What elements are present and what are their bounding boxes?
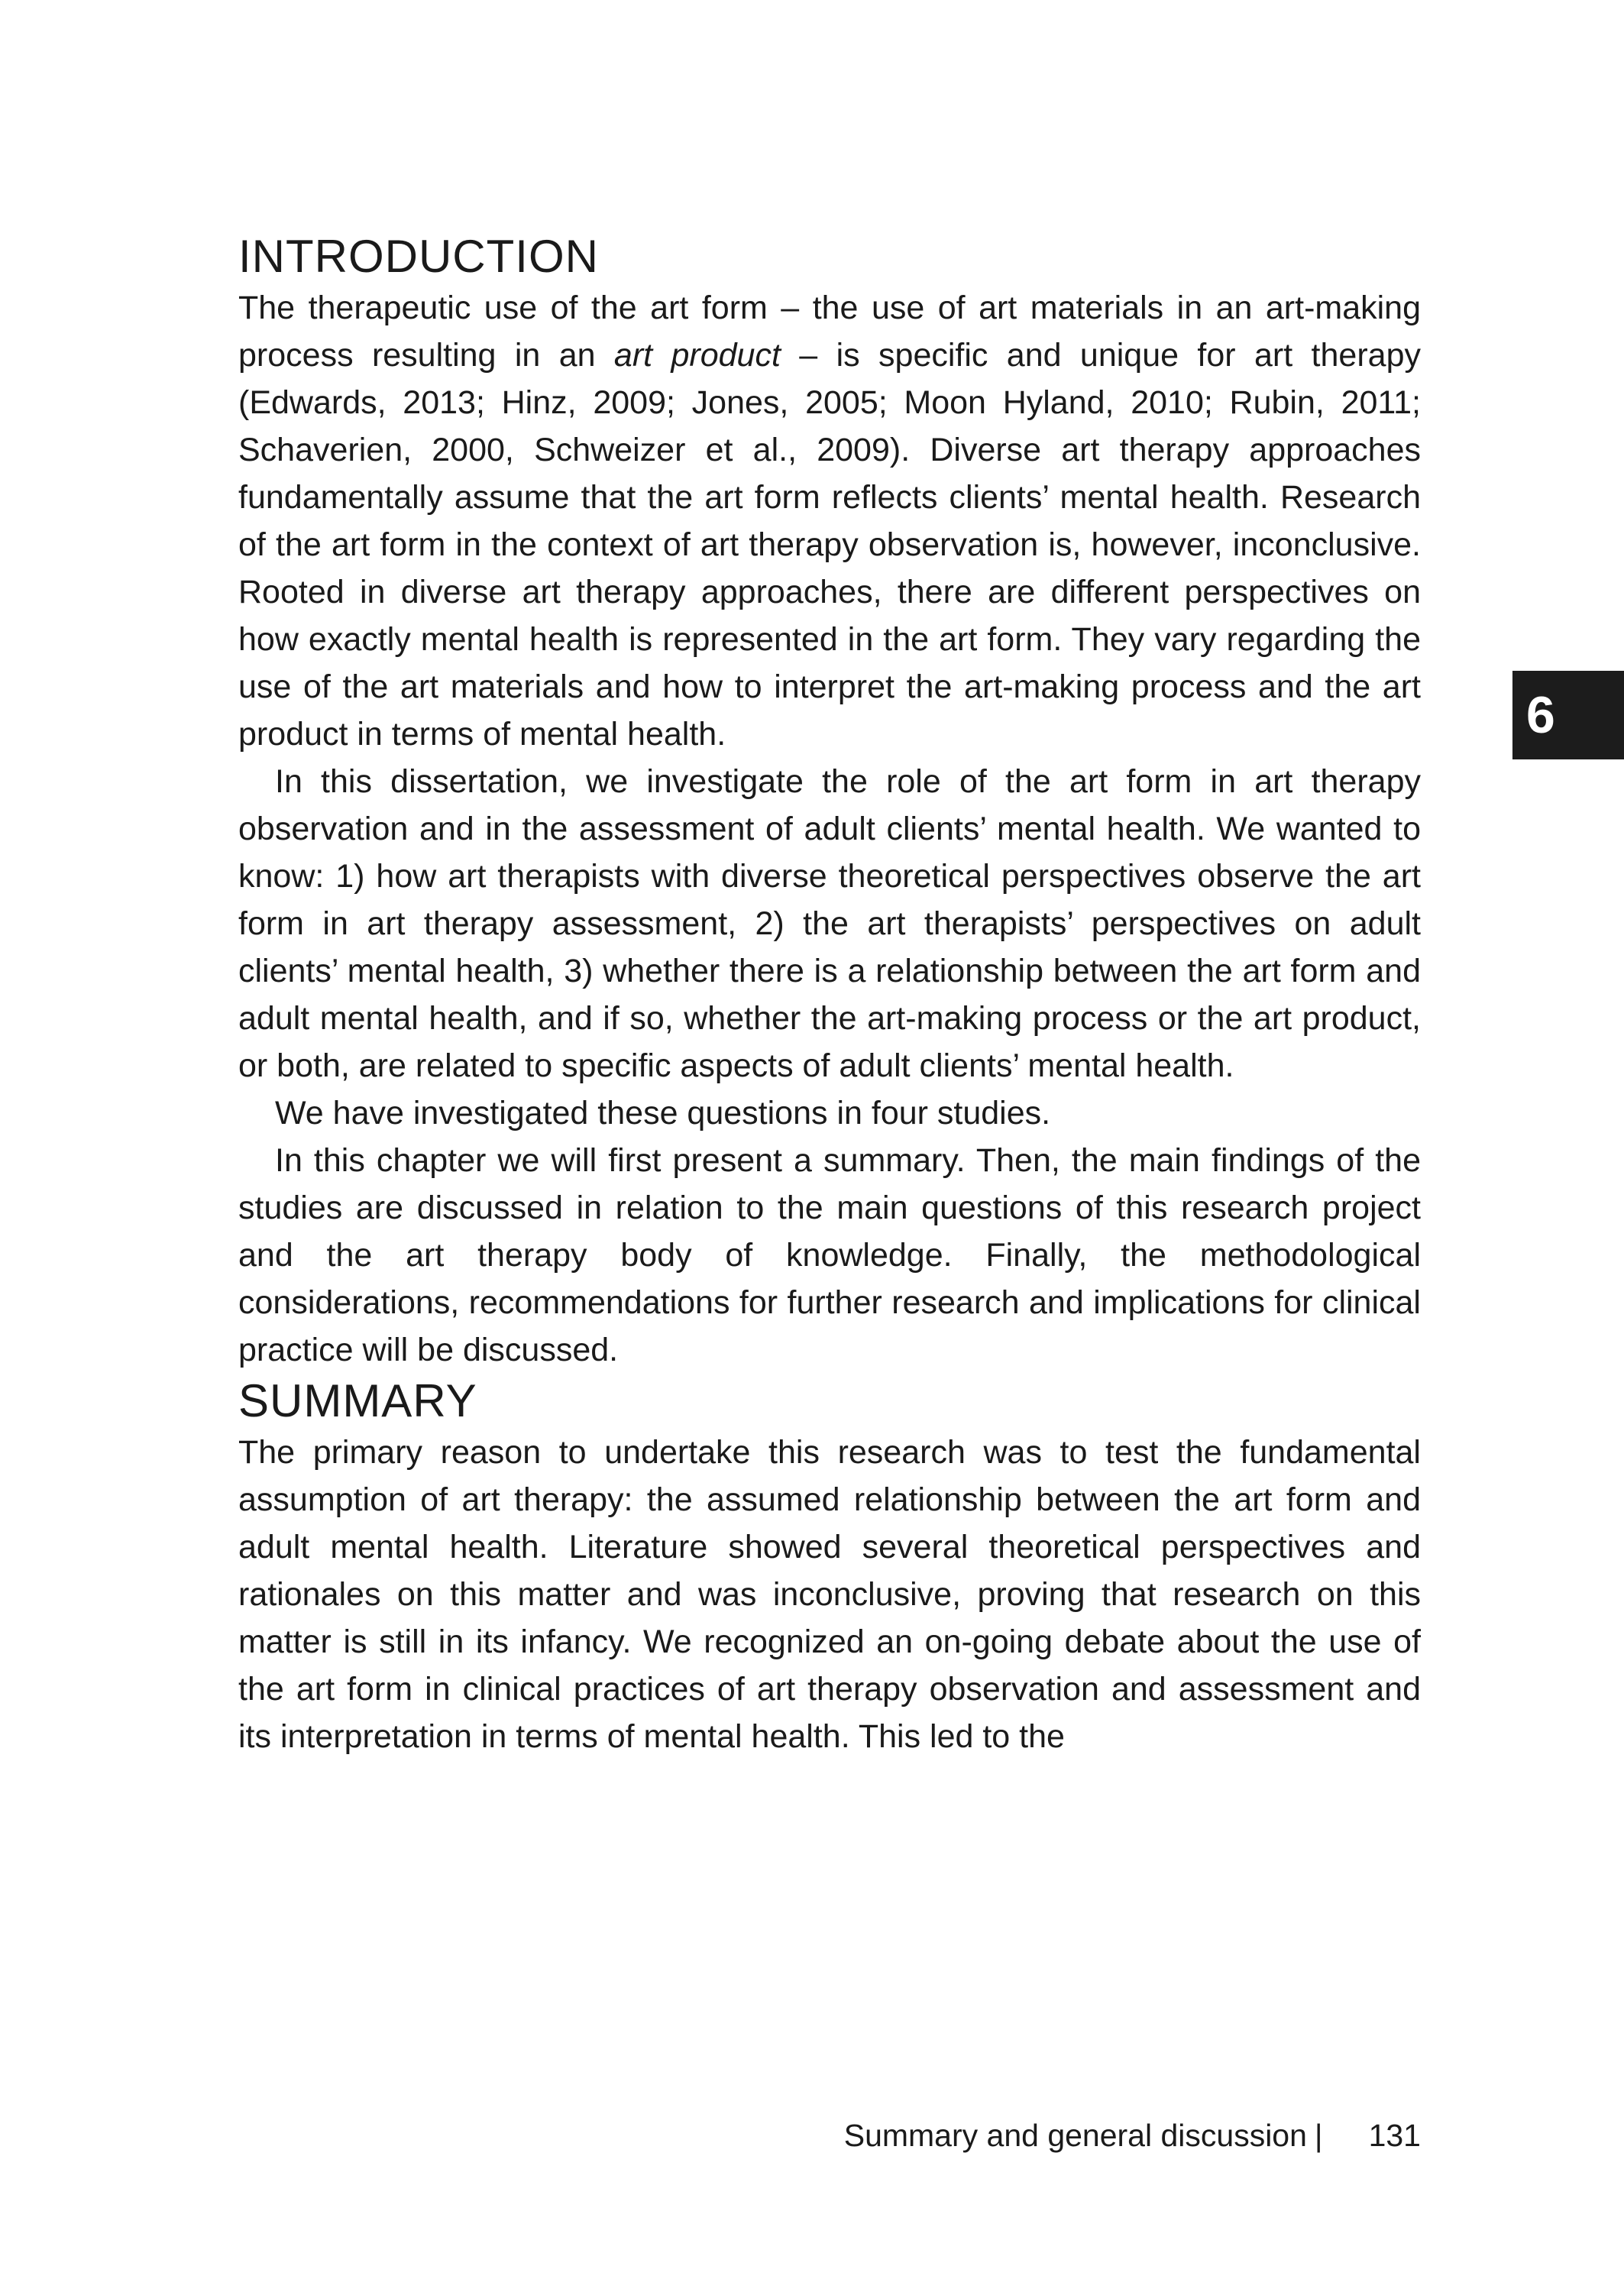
summary-paragraph-1: The primary reason to undertake this research was to test the fundamental assumption of art therapy: the assumed relationship between the art form and adult mental health. Literature showed several theoretical perspectives and rationales on this matter and was inconclusive, proving that research on this matter is still in its infancy. We recognized an on-going debate about the use of the art form in clinical practices of art therapy observation and assessment and its interpretation in terms of mental health. This led to the [238, 1434, 1421, 1755]
intro-paragraph-4: In this chapter we will first present a summary. Then, the main findings of the studies are discussed in relation to the main questions of this research project and the art therapy body of knowledge. Finally, the methodological considerations, recommendations for further research and implications for clinical practice will be discussed. [238, 1142, 1421, 1368]
intro-paragraph-1-start: The therapeutic use of the art form – the use of art materials in an art-making process resulting in an [238, 290, 1421, 374]
footer-separator: | [1314, 2118, 1323, 2153]
main-content [238, 229, 1421, 1760]
running-title: Summary and general discussion [843, 2118, 1307, 2153]
art-product-italic: art product [613, 337, 781, 374]
summary-heading: SUMMARY [238, 1375, 477, 1426]
intro-paragraph-1 [238, 284, 1421, 758]
introduction-heading: INTRODUCTION [238, 231, 599, 282]
page-number: 131 [1368, 2118, 1421, 2153]
intro-paragraph-2: In this dissertation, we investigate the role of the art form in art therapy observation and in the assessment of adult clients’ mental health. We wanted to know: 1) how art therapists with diverse theoretical perspectives observe the art form in art therapy assessment, 2) the art therapists’ perspectives on adult clients’ mental health, 3) whether there is a relationship between the art form and adult mental health, and if so, whether the art-making process or the art product, or both, are related to specific aspects of adult clients’ mental health. [238, 763, 1421, 1084]
chapter-number-tab: 6 [1512, 671, 1624, 759]
intro-paragraph-1-end: – is specific and unique for art therapy (Edwards, 2013; Hinz, 2009; Jones, 2005; Moon Hyland, 2010; Rubin, 2011; Schaverien, 2000, Schweizer et al., 2009). Diverse art therapy approaches fundamentally assume that the art form reflects clients’ mental health. Research of the art form in the context of art therapy observation is, however, inconclusive. Rooted in diverse art therapy approaches, there are different perspectives on how exactly mental health is represented in the art form. They vary regarding the use of the art materials and how to interpret the art-making process and the art product in terms of mental health. [238, 337, 1421, 753]
intro-paragraph-3: We have investigated these questions in four studies. [275, 1095, 1051, 1131]
page-footer [844, 2118, 1421, 2154]
